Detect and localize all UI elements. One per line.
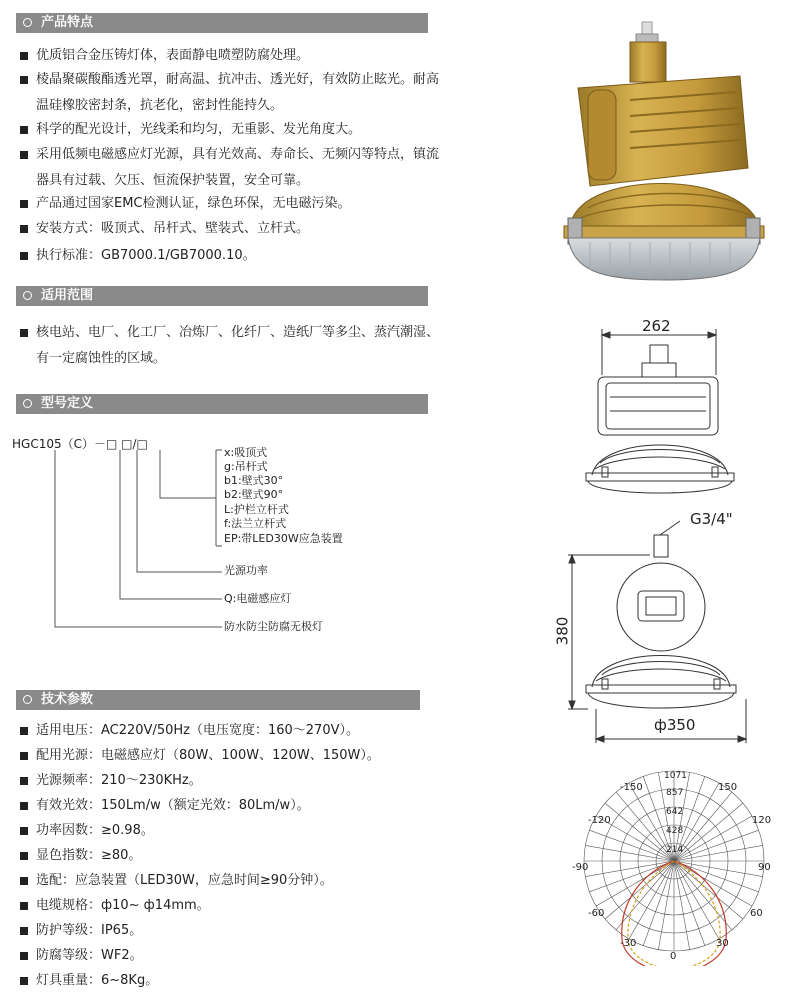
tech-item: 光源频率：210～230KHz。 [20, 768, 440, 794]
install-option: b1:壁式30° [224, 474, 284, 487]
polar-angle-label: -30 [620, 938, 637, 949]
polar-angle-label: 120 [752, 815, 772, 826]
tech-item: 选配：应急装置（LED30W，应急时间≥90分钟）。 [20, 868, 440, 894]
feature-item: 采用低频电磁感应灯光源，具有光效高、寿命长、无频闪等特点，镇流器具有过载、欠压、恒流保护装置，安全可靠。 [20, 142, 444, 194]
install-option: EP:带LED30W应急装置 [224, 532, 343, 545]
product-photo [530, 18, 790, 288]
polar-angle-label: -150 [620, 782, 643, 793]
dim-height-label: 380 [553, 616, 572, 646]
polar-angle-label: 30 [716, 938, 729, 949]
feature-item: 科学的配光设计，光线柔和均匀，无重影、发光角度大。 [20, 117, 440, 143]
polar-angle-label: 90 [758, 862, 771, 873]
dimension-drawing [550, 315, 770, 755]
square-bullet-icon [20, 902, 28, 910]
install-option: x:吸顶式 [224, 446, 268, 459]
install-option: L:护栏立杆式 [224, 503, 289, 516]
dim-diameter-label: ф350 [654, 716, 696, 734]
square-bullet-icon [20, 852, 28, 860]
tech-item: 有效光效：150Lm/w（额定光效：80Lm/w）。 [20, 793, 440, 819]
square-bullet-icon [20, 827, 28, 835]
model-desc-label: 防水防尘防腐无极灯 [224, 620, 323, 633]
tech-item: 配用光源：电磁感应灯（80W、100W、120W、150W）。 [20, 743, 440, 769]
polar-radial-label: 642 [666, 807, 684, 817]
section-bar-tech: 技术参数 [16, 690, 420, 710]
install-option: b2:壁式90° [224, 488, 284, 501]
section-bar-features: 产品特点 [16, 13, 428, 33]
model-bracket-lines [0, 0, 430, 650]
polar-angle-label: -120 [588, 815, 611, 826]
dim-width-label: 262 [642, 317, 671, 335]
square-bullet-icon [20, 752, 28, 760]
polar-radial-label: 857 [666, 788, 684, 798]
scope-item: 核电站、电厂、化工厂、冶炼厂、化纤厂、造纸厂等多尘、蒸汽潮湿、有一定腐蚀性的区域。 [20, 320, 444, 372]
square-bullet-icon [20, 927, 28, 935]
model-q-label: Q:电磁感应灯 [224, 592, 292, 605]
tech-item: 防腐等级：WF2。 [20, 943, 440, 969]
square-bullet-icon [20, 952, 28, 960]
polar-angle-label: 0 [670, 951, 677, 962]
section-bar-model: 型号定义 [16, 394, 428, 414]
feature-item: 棱晶聚碳酸酯透光罩，耐高温、抗冲击、透光好，有效防止眩光。耐高温硅橡胶密封条，抗老化，密封性能持久。 [20, 67, 444, 119]
model-code: HGC105（C）－□ □/□ [12, 437, 148, 451]
polar-radial-label: 428 [666, 826, 684, 836]
tech-item: 防护等级：IP65。 [20, 918, 440, 944]
square-bullet-icon [20, 802, 28, 810]
tech-item: 适用电压：AC220V/50Hz（电压宽度：160～270V）。 [20, 718, 440, 744]
section-bar-scope: 适用范围 [16, 286, 428, 306]
square-bullet-icon [20, 977, 28, 985]
tech-item: 电缆规格：ф10~ ф14mm。 [20, 893, 440, 919]
tech-item: 显色指数：≥80。 [20, 843, 440, 869]
feature-item: 优质铝合金压铸灯体，表面静电喷塑防腐处理。 [20, 43, 440, 69]
polar-angle-label: -60 [588, 908, 605, 919]
dim-thread-label: G3/4" [690, 510, 733, 528]
polar-angle-label: 60 [750, 908, 763, 919]
feature-item: 产品通过国家EMC检测认证，绿色环保，无电磁污染。 [20, 191, 440, 217]
feature-item: 执行标准：GB7000.1/GB7000.10。 [20, 243, 440, 269]
square-bullet-icon [20, 777, 28, 785]
install-option: f:法兰立杆式 [224, 517, 287, 530]
model-power-label: 光源功率 [224, 564, 268, 577]
tech-item: 灯具重量：6~8Kg。 [20, 968, 440, 994]
circle-bullet-icon [23, 695, 32, 704]
square-bullet-icon [20, 727, 28, 735]
install-option: g:吊杆式 [224, 460, 268, 473]
feature-item: 安装方式：吸顶式、吊杆式、壁装式、立杆式。 [20, 216, 440, 242]
tech-item: 功率因数：≥0.98。 [20, 818, 440, 844]
polar-angle-label: 150 [718, 782, 738, 793]
polar-angle-label: -90 [572, 862, 589, 873]
square-bullet-icon [20, 877, 28, 885]
polar-radial-label: 1071 [664, 771, 687, 781]
polar-radial-label: 214 [666, 845, 684, 855]
